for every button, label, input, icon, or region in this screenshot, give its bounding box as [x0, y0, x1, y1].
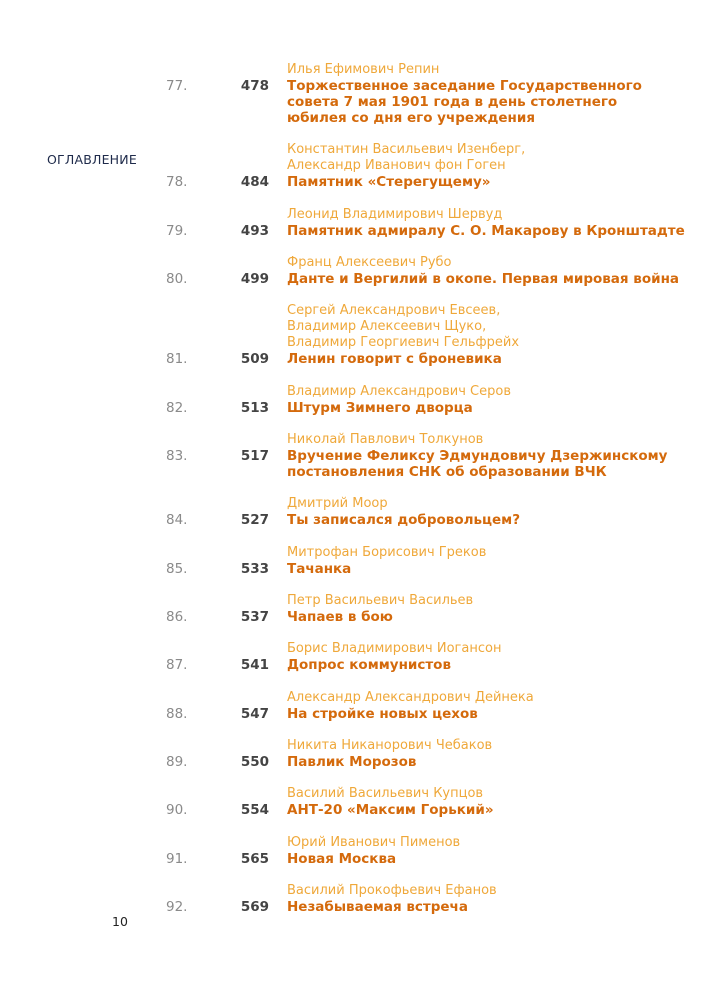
entry-page: 547 [240, 706, 269, 722]
entry-authors: Владимир Александрович Серов [287, 384, 511, 399]
entry-title[interactable]: Незабываемая встреча [287, 899, 468, 915]
entry-authors: Сергей Александрович Евсеев, Владимир Алексеевич Щуко, Владимир Георгиевич Гельфрейх [287, 303, 520, 350]
entry-number: 85. [166, 561, 188, 577]
entry-title[interactable]: Штурм Зимнего дворца [287, 400, 473, 416]
entry-title[interactable]: Памятник адмиралу С. О. Макарову в Кронштадте [287, 223, 685, 239]
entry-page: 569 [240, 899, 269, 915]
entry-authors: Франц Алексеевич Рубо [287, 255, 452, 270]
entry-page: 537 [240, 609, 269, 625]
entry-page: 517 [240, 448, 269, 464]
entry-title[interactable]: Торжественное заседание Государственного совета 7 мая 1901 года в день столетнего юбилея со дня его учреждения [287, 78, 642, 126]
entry-number: 89. [166, 754, 188, 770]
entry-number: 87. [166, 657, 188, 673]
entry-authors: Митрофан Борисович Греков [287, 545, 487, 560]
entry-authors: Борис Владимирович Иогансон [287, 641, 502, 656]
entry-page: 513 [240, 400, 269, 416]
entry-number: 80. [166, 271, 188, 287]
entry-title[interactable]: Ленин говорит с броневика [287, 351, 502, 367]
entry-number: 84. [166, 512, 188, 528]
entry-authors: Леонид Владимирович Шервуд [287, 207, 503, 222]
entry-authors: Александр Александрович Дейнека [287, 690, 534, 705]
entry-title[interactable]: Тачанка [287, 561, 352, 577]
entry-page: 541 [240, 657, 269, 673]
entry-number: 82. [166, 400, 188, 416]
entry-title[interactable]: Вручение Феликсу Эдмундовичу Дзержинскому постановления СНК об образовании ВЧК [287, 448, 668, 480]
entry-number: 81. [166, 351, 188, 367]
entry-authors: Юрий Иванович Пименов [287, 835, 461, 850]
entry-authors: Никита Никанорович Чебаков [287, 738, 493, 753]
entry-page: 533 [240, 561, 269, 577]
entry-title[interactable]: На стройке новых цехов [287, 706, 478, 722]
entry-title[interactable]: Новая Москва [287, 851, 397, 867]
entry-title[interactable]: Павлик Морозов [287, 754, 417, 770]
entry-page: 509 [240, 351, 269, 367]
entry-number: 77. [166, 78, 188, 94]
entry-title[interactable]: АНТ-20 «Максим Горький» [287, 802, 494, 818]
entry-title[interactable]: Чапаев в бою [287, 609, 393, 625]
entry-number: 79. [166, 223, 188, 239]
entry-page: 550 [240, 754, 269, 770]
entry-page: 499 [240, 271, 269, 287]
page-number: 10 [112, 914, 128, 929]
entry-number: 92. [166, 899, 188, 915]
entry-number: 88. [166, 706, 188, 722]
entry-page: 527 [240, 512, 269, 528]
entry-page: 484 [240, 174, 269, 190]
entry-number: 90. [166, 802, 188, 818]
entry-authors: Дмитрий Моор [287, 496, 388, 511]
entry-page: 565 [240, 851, 269, 867]
entry-title[interactable]: Ты записался добровольцем? [287, 512, 521, 528]
entry-number: 86. [166, 609, 188, 625]
section-label: ОГЛАВЛЕНИЕ [47, 152, 137, 167]
entry-authors: Василий Прокофьевич Ефанов [287, 883, 497, 898]
entry-authors: Петр Васильевич Васильев [287, 593, 474, 608]
entry-number: 83. [166, 448, 188, 464]
entry-title[interactable]: Допрос коммунистов [287, 657, 452, 673]
entry-authors: Николай Павлович Толкунов [287, 432, 484, 447]
entry-title[interactable]: Памятник «Стерегущему» [287, 174, 491, 190]
entry-title[interactable]: Данте и Вергилий в окопе. Первая мировая война [287, 271, 680, 287]
entry-page: 478 [240, 78, 269, 94]
entry-page: 493 [240, 223, 269, 239]
entry-authors: Василий Васильевич Купцов [287, 786, 484, 801]
entry-number: 91. [166, 851, 188, 867]
entry-authors: Илья Ефимович Репин [287, 62, 440, 77]
entry-authors: Константин Васильевич Изенберг, Александр Иванович фон Гоген [287, 142, 526, 173]
entry-page: 554 [240, 802, 269, 818]
entry-number: 78. [166, 174, 188, 190]
